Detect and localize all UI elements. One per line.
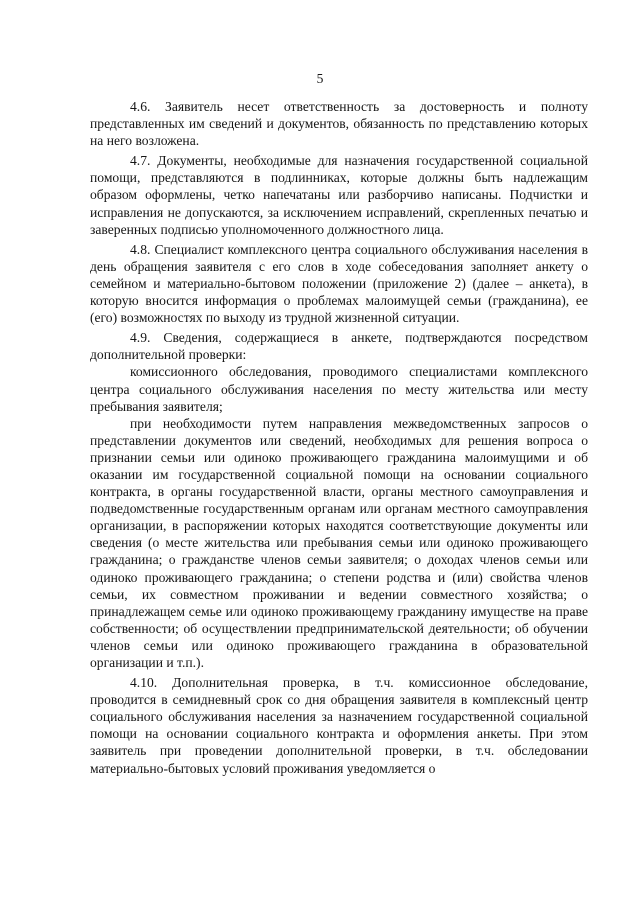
document-body [90, 98, 588, 777]
paragraph-4-8: 4.8. Специалист комплексного центра социального обслуживания населения в день обращения заявителя с его слов в ходе собеседования заполняет анкету о семейном и материально-бытовом положении (приложение 2) (далее – анкета), в которую вносится информация о проблемах малоимущей семьи (гражданина), ее (его) возможностях по выходу из трудной жизненной ситуации. [90, 241, 588, 326]
page-number: 5 [316, 71, 324, 86]
paragraph-4-9: 4.9. Сведения, содержащиеся в анкете, подтверждаются посредством дополнительной проверки: [90, 330, 588, 363]
paragraph-4-6: 4.6. Заявитель несет ответственность за достоверность и полноту представленных им сведений и документов, обязанность по представлению которых на него возложена. [90, 99, 588, 149]
paragraph-4-7: 4.7. Документы, необходимые для назначения государственной социальной помощи, представляются в подлинниках, которые должны быть надлежащим образом оформлены, четко напечатаны или разборчиво написаны. Подчистки и исправления не допускаются, за исключением исправлений, скрепленных печатью и заверенных подписью уполномоченного должностного лица. [90, 153, 588, 237]
paragraph-commission-inspection: комиссионного обследования, проводимого специалистами комплексного центра социального обслуживания населения по месту жительства или месту пребывания заявителя; [90, 364, 588, 414]
paragraph-4-10: 4.10. Дополнительная проверка, в т.ч. комиссионное обследование, проводится в семидневный срок со дня обращения заявителя в комплексный центр социального обслуживания населения за назначением государственной социальной помощи на основании социального контракта и оформления анкеты. При этом заявитель при проведении дополнительной проверки, в т.ч. обследовании материально-бытовых условий проживания уведомляется о [90, 675, 588, 776]
paragraph-interagency-requests: при необходимости путем направления межведомственных запросов о представлении документов или сведений, необходимых для решения вопроса о признании семьи или одиноко проживающего гражданина малоимущими и об оказании им государственной социальной помощи на основании социального контракта, в органы государственной власти, органы местного самоуправления и подведомственные государственным органам или органам местного самоуправления организации, в распоряжении которых находятся соответствующие документы или сведения (о месте жительства или пребывания семьи или одиноко проживающего гражданина; о гражданстве членов семьи заявителя; о доходах членов семьи или одиноко проживающего гражданина; о степени родства и (или) свойства членов семьи, их совместном проживании и ведении совместного хозяйства; о принадлежащем семье или одиноко проживающему гражданину имуществе на праве собственности; об осуществлении предпринимательской деятельности; об обучении членов семьи или одиноко проживающего гражданина в образовательной организации и т.п.). [90, 415, 588, 670]
